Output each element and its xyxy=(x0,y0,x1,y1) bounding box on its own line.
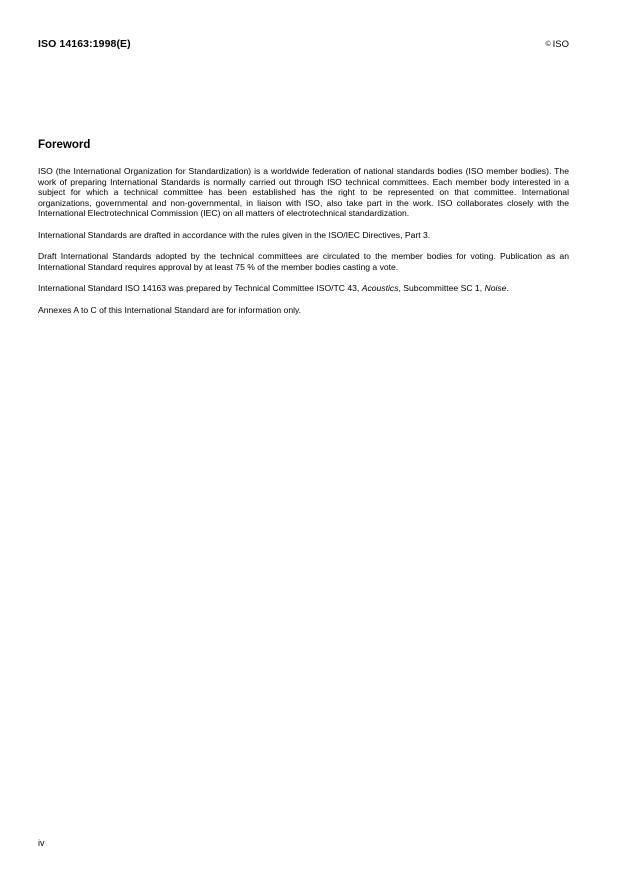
committee-name: Acoustics xyxy=(361,283,399,293)
paragraph-annexes: Annexes A to C of this International Standard are for information only. xyxy=(38,304,302,315)
paragraph-iso-description: ISO (the International Organization for Standardization) is a worldwide federation of national standards bodies (ISO member bodies). The work of preparing International Standards is normally carried out through ISO technical committees. Each member body interested in a subject for which a technical committee has been established has the right to be represented on that committee. International organizations, governmental and non-governmental, in liaison with ISO, also take part in the work. ISO collaborates closely with the International Electrotechnical Commission (IEC) on all matters of electrotechnical standardization. xyxy=(38,166,569,218)
paragraph-committee xyxy=(38,283,569,294)
copyright-notice xyxy=(545,39,569,50)
paragraph-drafting-rules: International Standards are drafted in accordance with the rules given in the ISO/IEC Directives, Part 3. xyxy=(38,229,431,240)
copyright-symbol: © xyxy=(545,41,551,48)
committee-text-1: International Standard ISO 14163 was prepared by Technical Committee ISO/TC 43, xyxy=(38,283,362,293)
committee-text-3: . xyxy=(506,283,509,293)
document-id: ISO 14163:1998(E) xyxy=(38,38,131,50)
page-number: iv xyxy=(38,838,45,848)
paragraph-voting: Draft International Standards adopted by the technical committees are circulated to the member bodies for voting. Publication as an International Standard requires approval by at least 75 % of the member bodies casting a vote. xyxy=(38,251,569,272)
copyright-owner: ISO xyxy=(552,39,569,50)
section-title: Foreword xyxy=(38,139,91,151)
foreword-body xyxy=(38,166,569,326)
committee-text-2: , Subcommittee SC 1, xyxy=(398,283,485,293)
subcommittee-name: Noise xyxy=(484,283,507,293)
